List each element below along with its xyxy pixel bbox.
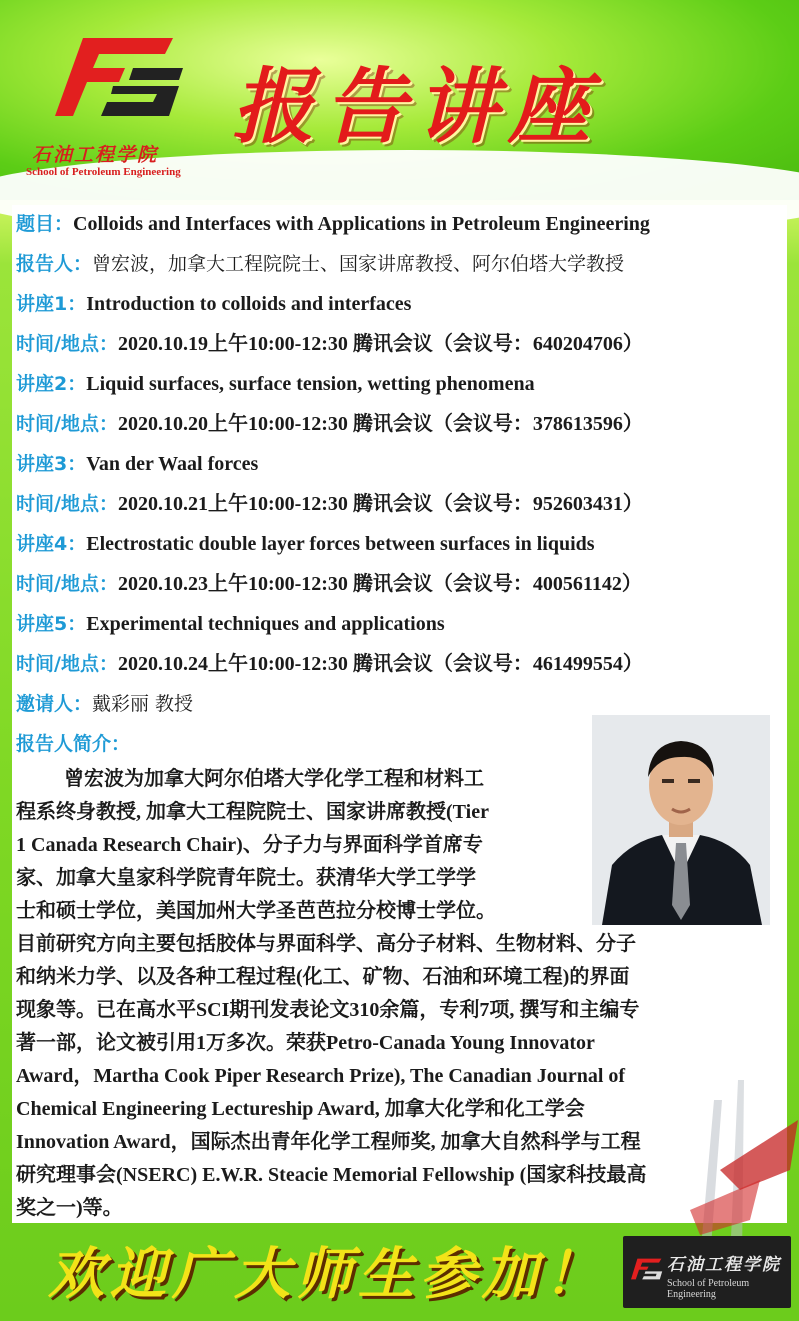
- topic-line: [16, 211, 650, 237]
- lecture-5-time-value: 2020.10.24上午10:00-12:30 腾讯会议（会议号：461499554）: [117, 653, 643, 675]
- header-banner: [0, 0, 799, 200]
- lecture-4-label: 讲座4：: [16, 533, 87, 555]
- bio-line: 1 Canada Research Chair)、分子力与界面科学首席专: [16, 834, 483, 856]
- badge-chinese-name: 石油工程学院: [667, 1255, 781, 1275]
- lecture-5-line: [16, 611, 445, 637]
- lecture-1-time-line: [16, 331, 643, 357]
- speaker-value: 曾宏波，加拿大工程院院士、国家讲席教授、阿尔伯塔大学教授: [92, 253, 625, 275]
- logo-chinese-name: 石油工程学院: [32, 144, 159, 166]
- bio-line: 著一部，论文被引用1万多次。荣获Petro-Canada Young Innovator: [16, 1032, 595, 1054]
- topic-label: 题目：: [16, 213, 74, 235]
- lecture-5-time-label: 时间/地点：: [16, 653, 118, 675]
- inviter-line: [16, 691, 193, 717]
- lecture-2-time-line: [16, 411, 643, 437]
- bio-line: 奖之一)等。: [16, 1197, 123, 1219]
- school-logo-icon: [55, 30, 185, 125]
- lecture-4-time-label: 时间/地点：: [16, 573, 118, 595]
- lecture-5-title: Experimental techniques and applications: [86, 613, 445, 635]
- page-title: 报告讲座: [232, 59, 600, 155]
- lecture-1-label: 讲座1：: [16, 293, 87, 315]
- lecture-4-time-value: 2020.10.23上午10:00-12:30 腾讯会议（会议号：400561142）: [117, 573, 642, 595]
- lecture-5-time-line: [16, 651, 643, 677]
- lecture-3-time-value: 2020.10.21上午10:00-12:30 腾讯会议（会议号：952603431）: [117, 493, 643, 515]
- bio-line: 现象等。已在高水平SCI期刊发表论文310余篇，专利7项, 撰写和主编专: [16, 999, 640, 1021]
- badge-logo-icon: [631, 1256, 663, 1282]
- speaker-bio: [16, 763, 776, 1225]
- lecture-2-label: 讲座2：: [16, 373, 87, 395]
- bio-line: 曾宏波为加拿大阿尔伯塔大学化学工程和材料工: [64, 768, 484, 790]
- lecture-3-time-line: [16, 491, 643, 517]
- lecture-4-time-line: [16, 571, 642, 597]
- bio-line: Innovation Award，国际杰出青年化学工程师奖, 加拿大自然科学与工程: [16, 1131, 641, 1153]
- lecture-3-title: Van der Waal forces: [86, 453, 259, 475]
- lecture-1-time-value: 2020.10.19上午10:00-12:30 腾讯会议（会议号：640204706）: [117, 333, 643, 355]
- bio-line: Chemical Engineering Lectureship Award, 加拿大化学和化工学会: [16, 1098, 585, 1120]
- lecture-4-line: [16, 531, 595, 557]
- lecture-1-time-label: 时间/地点：: [16, 333, 118, 355]
- lecture-3-time-label: 时间/地点：: [16, 493, 118, 515]
- speaker-label: 报告人：: [16, 253, 93, 275]
- welcome-slogan: 欢迎广大师生参加！: [48, 1241, 606, 1307]
- lecture-2-line: [16, 371, 535, 397]
- footer-school-badge: [623, 1236, 791, 1308]
- bio-heading-label: 报告人简介：: [16, 733, 131, 755]
- lecture-1-title: Introduction to colloids and interfaces: [86, 293, 412, 315]
- bio-line: 目前研究方向主要包括胶体与界面科学、高分子材料、生物材料、分子: [16, 933, 636, 955]
- inviter-label: 邀请人：: [16, 693, 93, 715]
- lecture-1-line: [16, 291, 411, 317]
- logo-english-name: School of Petroleum Engineering: [26, 166, 181, 178]
- lecture-2-time-value: 2020.10.20上午10:00-12:30 腾讯会议（会议号：378613596）: [117, 413, 643, 435]
- lecture-3-label: 讲座3：: [16, 453, 87, 475]
- lecture-4-title: Electrostatic double layer forces between surfaces in liquids: [86, 533, 595, 555]
- bio-heading-line: [16, 731, 130, 757]
- lecture-5-label: 讲座5：: [16, 613, 87, 635]
- bio-line: 和纳米力学、以及各种工程过程(化工、矿物、石油和环境工程)的界面: [16, 966, 630, 988]
- bio-line: 士和硕士学位，美国加州大学圣芭芭拉分校博士学位。: [16, 900, 496, 922]
- lecture-2-title: Liquid surfaces, surface tension, wetting phenomena: [86, 373, 535, 395]
- speaker-line: [16, 251, 624, 277]
- bio-line: 研究理事会(NSERC) E.W.R. Steacie Memorial Fellowship (国家科技最高: [16, 1164, 647, 1186]
- bio-line: 程系终身教授, 加拿大工程院院士、国家讲席教授(Tier: [16, 801, 489, 823]
- lecture-3-line: [16, 451, 258, 477]
- sculpture-decoration: [670, 1060, 799, 1260]
- inviter-value: 戴彩丽 教授: [92, 693, 194, 715]
- topic-value: Colloids and Interfaces with Applications in Petroleum Engineering: [73, 213, 650, 235]
- badge-english-name: School of Petroleum Engineering: [667, 1278, 750, 1300]
- bio-line: 家、加拿大皇家科学院青年院士。获清华大学工学学: [16, 867, 476, 889]
- bio-line: Award，Martha Cook Piper Research Prize), The Canadian Journal of: [16, 1065, 626, 1087]
- lecture-2-time-label: 时间/地点：: [16, 413, 118, 435]
